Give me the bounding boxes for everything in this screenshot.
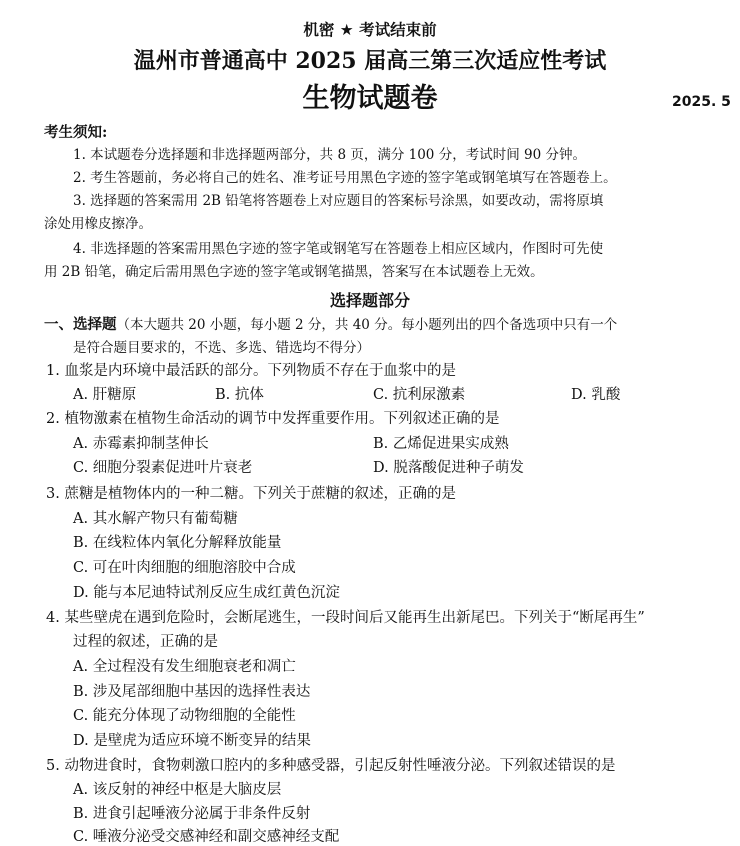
question-1-option-b: B. 抗体 [215, 387, 264, 403]
section-title: 选择题部分 [329, 291, 410, 310]
question-5-option-c: C. 唾液分泌受交感神经和副交感神经支配 [73, 829, 340, 845]
notice-item-3-cont: 涂处用橡皮擦净。 [44, 216, 152, 232]
notice-item-2: 2. 考生答题前，务必将自己的姓名、准考证号用黑色字迹的签字笔或钢笔填写在答题卷上。 [73, 170, 617, 186]
notice-item-1: 1. 本试题卷分选择题和非选择题两部分，共 8 页，满分 100 分，考试时间 90 分钟。 [73, 147, 586, 163]
part-instructions [44, 316, 617, 334]
question-2-option-b: B. 乙烯促进果实成熟 [373, 436, 509, 452]
notice-item-4-cont: 用 2B 铅笔，确定后需用黑色字迹的签字笔或钢笔描黑，答案写在本试题卷上无效。 [44, 264, 544, 280]
question-2-option-c: C. 细胞分裂素促进叶片衰老 [73, 460, 253, 476]
question-3-option-d: D. 能与本尼迪特试剂反应生成红黄色沉淀 [73, 585, 340, 601]
question-3-option-b: B. 在线粒体内氧化分解释放能量 [73, 535, 282, 551]
part-label: 一、选择题 [44, 316, 117, 333]
question-4-option-a: A. 全过程没有发生细胞衰老和凋亡 [73, 659, 296, 675]
exam-title: 温州市普通高中 2025 届高三第三次适应性考试 [133, 48, 607, 74]
question-3-stem: 3. 蔗糖是植物体内的一种二糖。下列关于蔗糖的叙述，正确的是 [46, 486, 456, 502]
notice-item-4: 4. 非选择题的答案需用黑色字迹的签字笔或钢笔写在答题卷上相应区域内，作图时可先使 [73, 241, 604, 257]
subject-title: 生物试题卷 [302, 83, 438, 114]
exam-date: 2025. 5 [672, 94, 731, 110]
notice-heading: 考生须知: [44, 124, 108, 141]
part-desc: （本大题共 20 小题，每小题 2 分，共 40 分。每小题列出的四个备选项中只有一个 [116, 317, 618, 333]
question-4-option-c: C. 能充分体现了动物细胞的全能性 [73, 708, 296, 724]
question-3-option-c: C. 可在叶肉细胞的细胞溶胶中合成 [73, 560, 296, 576]
question-2-stem: 2. 植物激素在植物生命活动的调节中发挥重要作用。下列叙述正确的是 [46, 411, 500, 427]
question-1-option-c: C. 抗利尿激素 [373, 387, 466, 403]
cut-off-line [0, 826, 740, 845]
question-4-stem: 4. 某些壁虎在遇到危险时，会断尾逃生，一段时间后又能再生出新尾巴。下列关于“断尾再生” [46, 610, 645, 626]
question-5-stem: 5. 动物进食时，食物刺激口腔内的多种感受器，引起反射性唾液分泌。下列叙述错误的是 [46, 758, 616, 774]
question-1-stem: 1. 血浆是内环境中最活跃的部分。下列物质不存在于血浆中的是 [46, 363, 456, 379]
question-4-stem-cont: 过程的叙述，正确的是 [73, 634, 218, 650]
part-desc-cont: 是符合题目要求的，不选、多选、错选均不得分） [73, 340, 370, 356]
secret-line: 机密 ★ 考试结束前 [303, 21, 437, 39]
question-1-option-d: D. 乳酸 [571, 387, 621, 403]
question-4-option-b: B. 涉及尾部细胞中基因的选择性表达 [73, 684, 311, 700]
question-2-option-d: D. 脱落酸促进种子萌发 [373, 460, 524, 476]
question-3-option-a: A. 其水解产物只有葡萄糖 [73, 511, 238, 527]
question-4-option-d: D. 是壁虎为适应环境不断变异的结果 [73, 733, 311, 749]
question-1-option-a: A. 肝糖原 [73, 387, 137, 403]
notice-item-3: 3. 选择题的答案需用 2B 铅笔将答题卷上对应题目的答案标号涂黑，如要改动，需将原填 [73, 193, 604, 209]
question-2-option-a: A. 赤霉素抑制茎伸长 [73, 436, 209, 452]
question-5-option-b: B. 进食引起唾液分泌属于非条件反射 [73, 806, 311, 822]
question-5-option-a: A. 该反射的神经中枢是大脑皮层 [73, 782, 282, 798]
